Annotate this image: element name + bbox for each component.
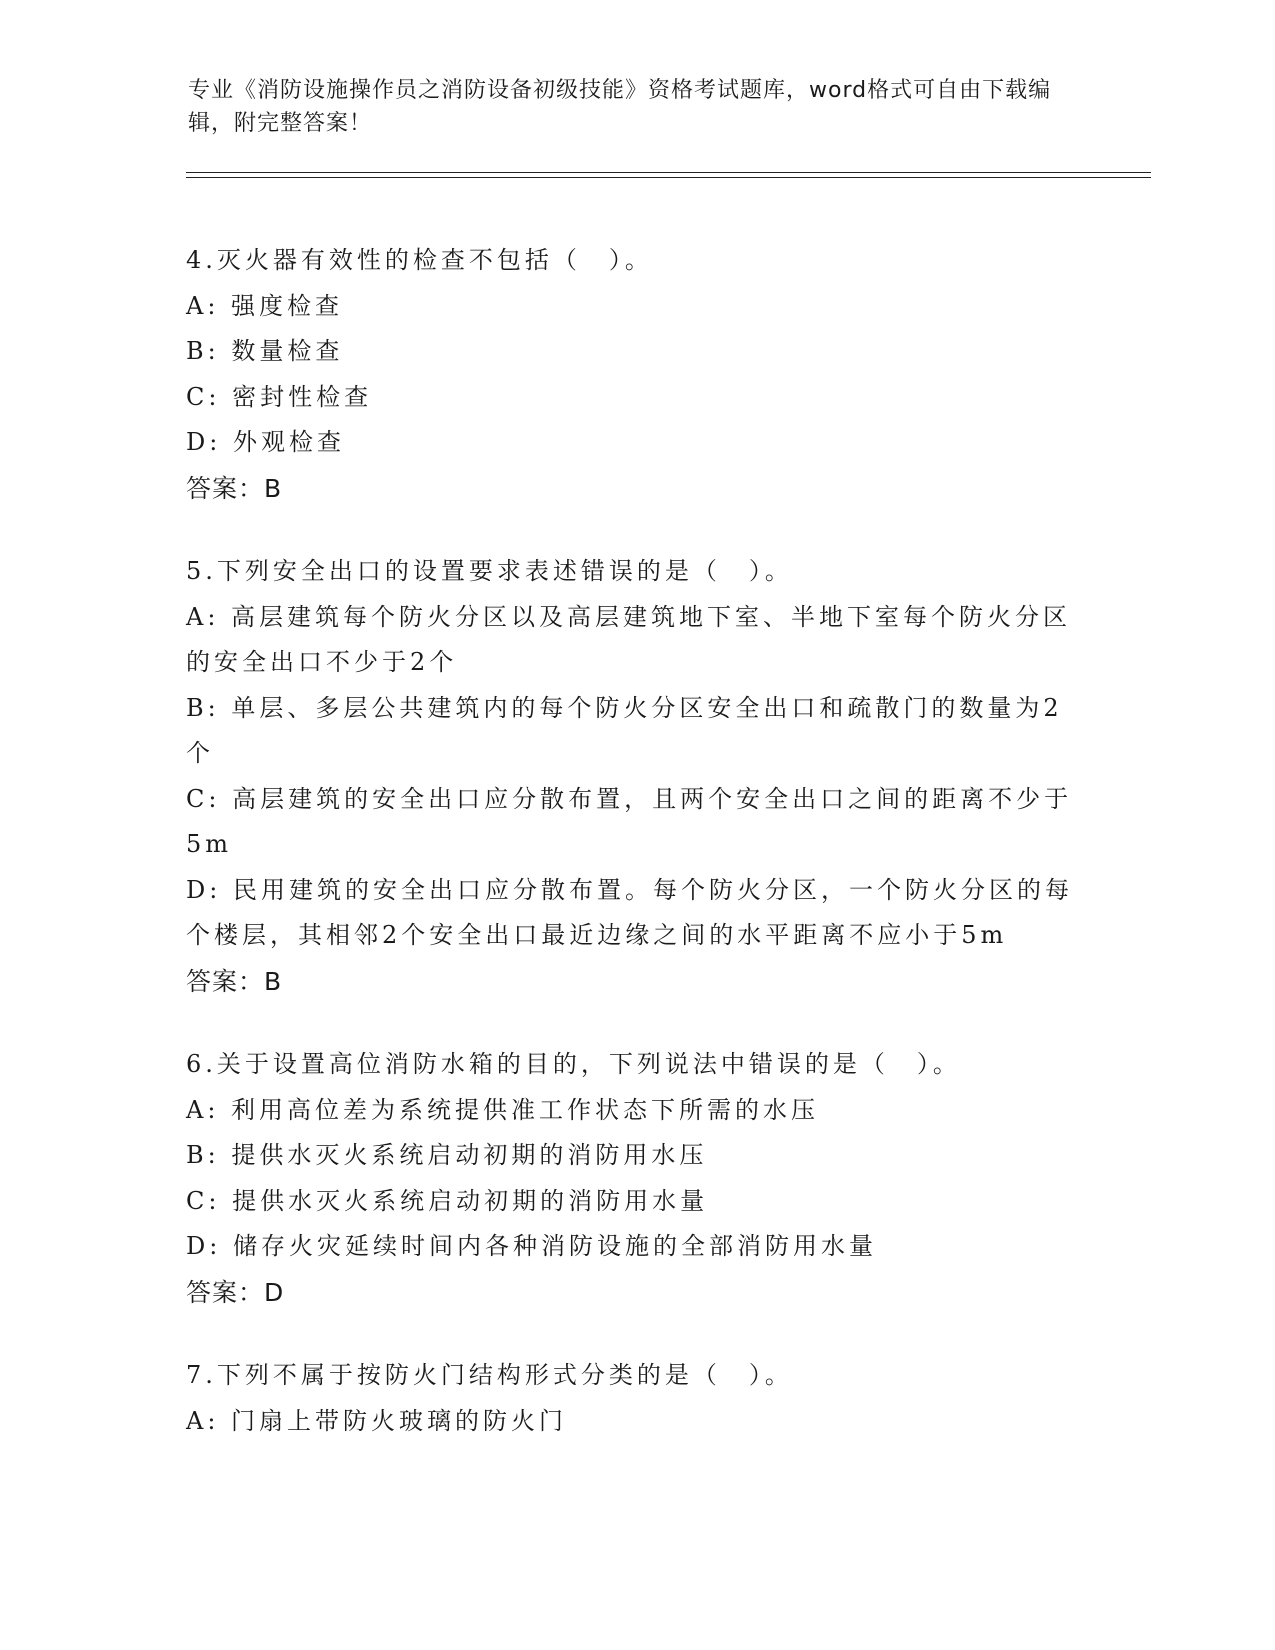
question-stem: 6.关于设置高位消防水箱的目的，下列说法中错误的是（ ）。 bbox=[186, 1050, 961, 1078]
option-b: B: 提供水灭火系统启动初期的消防用水压 bbox=[186, 1141, 708, 1169]
question-stem: 4.灭火器有效性的检查不包括（ ）。 bbox=[186, 246, 653, 274]
option-b: B: 数量检查 bbox=[186, 337, 344, 365]
option-c: C: 密封性检查 bbox=[186, 382, 373, 411]
question-6 bbox=[186, 1042, 1086, 1315]
option-d: D: 民用建筑的安全出口应分散布置。每个防火分区，一个防火分区的每个楼层，其相邻2个安全出口最近边缘之间的水平距离不应小于5m bbox=[186, 875, 1073, 949]
question-stem: 5.下列安全出口的设置要求表述错误的是（ ）。 bbox=[186, 557, 793, 585]
question-7 bbox=[186, 1353, 1086, 1444]
option-d: D: 储存火灾延续时间内各种消防设施的全部消防用水量 bbox=[186, 1232, 877, 1260]
header-text: 专业《消防设施操作员之消防设备初级技能》资格考试题库，word格式可自由下载编辑，附完整答案！ bbox=[188, 78, 1052, 136]
option-a: A: 强度检查 bbox=[186, 291, 344, 320]
header-rule-bottom bbox=[186, 177, 1151, 178]
option-c: C: 提供水灭火系统启动初期的消防用水量 bbox=[186, 1186, 709, 1215]
option-b: B: 单层、多层公共建筑内的每个防火分区安全出口和疏散门的数量为2个 bbox=[186, 693, 1063, 767]
answer: 答案：D bbox=[186, 1277, 285, 1307]
option-a: A: 高层建筑每个防火分区以及高层建筑地下室、半地下室每个防火分区的安全出口不少于2个 bbox=[186, 602, 1072, 676]
header-rule-top bbox=[186, 172, 1151, 173]
document-header bbox=[188, 74, 1068, 140]
question-list bbox=[186, 238, 1086, 1482]
question-4 bbox=[186, 238, 1086, 511]
option-d: D: 外观检查 bbox=[186, 428, 345, 456]
question-stem: 7.下列不属于按防火门结构形式分类的是（ ）。 bbox=[186, 1361, 793, 1389]
option-a: A: 门扇上带防火玻璃的防火门 bbox=[186, 1406, 568, 1435]
option-c: C: 高层建筑的安全出口应分散布置，且两个安全出口之间的距离不少于5m bbox=[186, 784, 1073, 858]
option-a: A: 利用高位差为系统提供准工作状态下所需的水压 bbox=[186, 1095, 820, 1124]
question-5 bbox=[186, 549, 1086, 1004]
answer: 答案：B bbox=[186, 966, 283, 996]
answer: 答案：B bbox=[186, 473, 283, 503]
